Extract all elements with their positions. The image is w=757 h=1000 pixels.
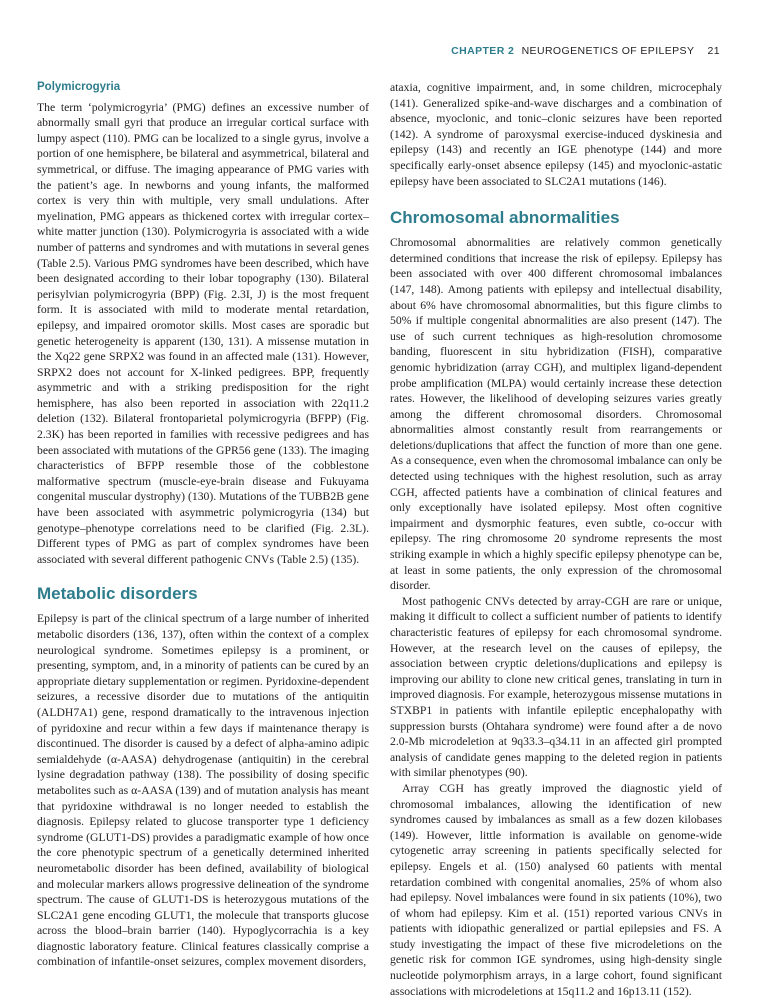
chapter-title: NEUROGENETICS OF EPILEPSY (521, 45, 695, 57)
paragraph-chromosomal-2: Most pathogenic CNVs detected by array-CGH are rare or unique, making it difficult to collect a sufficient number of patients to identify characteristic features of epilepsy for each chromosomal syndrome. However, at the research level on the causes of epilepsy, the association between cryptic deletions/duplications and epilepsy is improving our ability to clone new critical genes, translating in turn in improved diagnosis. For example, heterozygous missense mutations in STXBP1 in patients with infantile epileptic encephalopathy with suppression bursts (Ohtahara syndrome) were found after a de novo 2.0-Mb microdeletion at 9q33.3–q34.11 in an affected girl prompted analysis of candidate genes mapping to the deleted region in patients with similar phenotypes (90). (390, 594, 722, 780)
section-title-metabolic: Metabolic disorders (37, 584, 198, 604)
chapter-label: CHAPTER 2 (451, 45, 515, 57)
paragraph-chromosomal-1: Chromosomal abnormalities are relatively common genetically determined conditions that increase the risk of epilepsy. Epilepsy has been associated with over 400 different chromosomal imbalances (147, 148). Among patients with epilepsy and intellectual disability, about 6% have chromosomal abnormalities, but this figure climbs to 50% if multiple congenital abnormalities are also present (147). The use of such current techniques as high-resolution chromosome banding, fluorescent in situ hybridization (FISH), comparative genomic hybridization (array CGH), and multiplex ligand-dependent probe amplification (MLPA) would certainly increase these detection rates. However, the likelihood of developing seizures varies greatly among the different chromosomal disorders. Chromosomal abnormalities almost constantly result from rearrangements or deletions/duplications that affect the function of more than one gene. As a consequence, even when the chromosomal imbalance can only be detected using techniques with the highest resolution, such as array CGH, affected patients have a combination of clinical features and only exceptionally have isolated epilepsy. Most often cognitive impairment and dysmorphic features, even subtle, co-occur with epilepsy. The ring chromosome 20 syndrome represents the most striking example in which a highly specific epilepsy phenotype can be, at least in some patients, the only expression of the chromosomal disorder. (390, 236, 722, 593)
right-column (390, 80, 722, 999)
paragraph-metabolic-continued: ataxia, cognitive impairment, and, in some children, microcephaly (141). Generalized spike-and-wave discharges and a combination of absence, myoclonic, and tonic–clonic seizures have been reported (142). A syndrome of paroxysmal exercise-induced dyskinesia and epilepsy (143) and recently an IGE phenotype (144) and more specifically early-onset absence epilepsy (145) and myoclonic-astatic epilepsy have been associated to SLC2A1 mutations (146). (390, 81, 722, 188)
paragraph-polymicrogyria: The term ‘polymicrogyria’ (PMG) defines an excessive number of abnormally small gyri that produce an irregular cortical surface with lumpy aspect (110). PMG can be localized to a single gyrus, involve a portion of one hemisphere, be bilateral and asymmetrical, bilateral and symmetrical, or diffuse. The imaging appearance of PMG varies with the patient’s age. In newborns and young infants, the malformed cortex is very thin with multiple, very small undulations. After myelination, PMG appears as thickened cortex with irregular cortex–white matter junction (130). Polymicrogyria is associated with a wide number of patterns and syndromes and with mutations in several genes (Table 2.5). Various PMG syndromes have been described, which have been designated according to their lobar topography (130). Bilateral perisylvian polymicrogyria (BPP) (Fig. 2.3I, J) is the most frequent form. It is associated with mild to moderate mental retardation, epilepsy, and impaired oromotor skills. Most cases are sporadic but genetic heterogeneity is apparent (130, 131). A missense mutation in the Xq22 gene SRPX2 was found in an affected male (131). However, SRPX2 does not account for X-linked pedigrees. BPP, frequently asymmetric and with a striking predisposition for the right hemisphere, has also been reported in association with 22q11.2 deletion (132). Bilateral frontoparietal polymicrogyria (BFPP) (Fig. 2.3K) has been reported in families with recessive pedigrees and has been associated with mutations of the GPR56 gene (133). The imaging characteristics of BFPP resemble those of the cobblestone malformative spectrum (muscle-eye-brain disease and Fukuyama congenital muscular dystrophy) (130). Mutations of the TUBB2B gene have been associated with asymmetric polymicrogyria (134) but genotype–phenotype correlations need to be clarified (Fig. 2.3L). Different types of PMG as part of complex syndromes have been associated with several different pathogenic CNVs (Table 2.5) (135). (37, 100, 369, 566)
running-head (451, 45, 720, 57)
paragraph-chromosomal-3: Array CGH has greatly improved the diagnostic yield of chromosomal imbalances, allowing the identification of new syndromes caused by imbalances as small as a few dozen kilobases (149). However, little information is available on genome-wide cytogenetic array screening in patients specifically selected for epilepsy. Engels et al. (150) analysed 60 patients with mental retardation combined with congenital anomalies, 25% of whom also had epilepsy. Novel imbalances were found in six patients (10%), two of whom had epilepsy. Kim et al. (151) reported various CNVs in patients with idiopathic generalized or partial epilepsies and FS. A study investigating the impact of these five microdeletions on the genetic risk for common IGE syndromes, using high-density single nucleotide polymorphism arrays, in a large cohort, found significant associations with microdeletions at 15q11.2 and 16p13.11 (152). (390, 781, 722, 998)
subheading-polymicrogyria: Polymicrogyria (37, 81, 121, 93)
section-title-chromosomal: Chromosomal abnormalities (390, 208, 620, 228)
paragraph-metabolic: Epilepsy is part of the clinical spectrum of a large number of inherited metabolic disorders (136, 137), often within the context of a complex neurological syndrome. Sometimes epilepsy is a prominent, or presenting, symptom, and, in a minority of patients can be cured by an appropriate dietary supplementation or regimen. Pyridoxine-dependent seizures, a recessive disorder due to mutations of the antiquitin (ALDH7A1) gene, respond dramatically to the intravenous injection of pyridoxine and recur within a few days if maintenance therapy is discontinued. The disorder is caused by a defect of alpha-amino adipic semialdehyde (α-AASA) dehydrogenase (antiquitin) in the cerebral lysine degradation pathway (138). The possibility of dosing specific metabolites such as α-AASA (139) and of mutation analysis has meant that pyridoxine withdrawal is no longer needed to establish the diagnosis. Epilepsy related to glucose transporter type 1 deficiency syndrome (GLUT1-DS) provides a paradigmatic example of how once the core phenotypic spectrum of a genetically determined inherited neurometabolic disorder has been defined, availability of biological and molecular markers allows progressive delineation of the syndrome spectrum. The cause of GLUT1-DS is heterozygous mutations of the SLC2A1 gene encoding GLUT1, the molecule that transports glucose across the blood–brain barrier (140). Hypoglycorrachia is a key diagnostic laboratory feature. Clinical features classically comprise a combination of infantile-onset seizures, complex movement disorders, (37, 612, 369, 969)
left-column (37, 80, 369, 970)
page-number: 21 (707, 45, 720, 57)
